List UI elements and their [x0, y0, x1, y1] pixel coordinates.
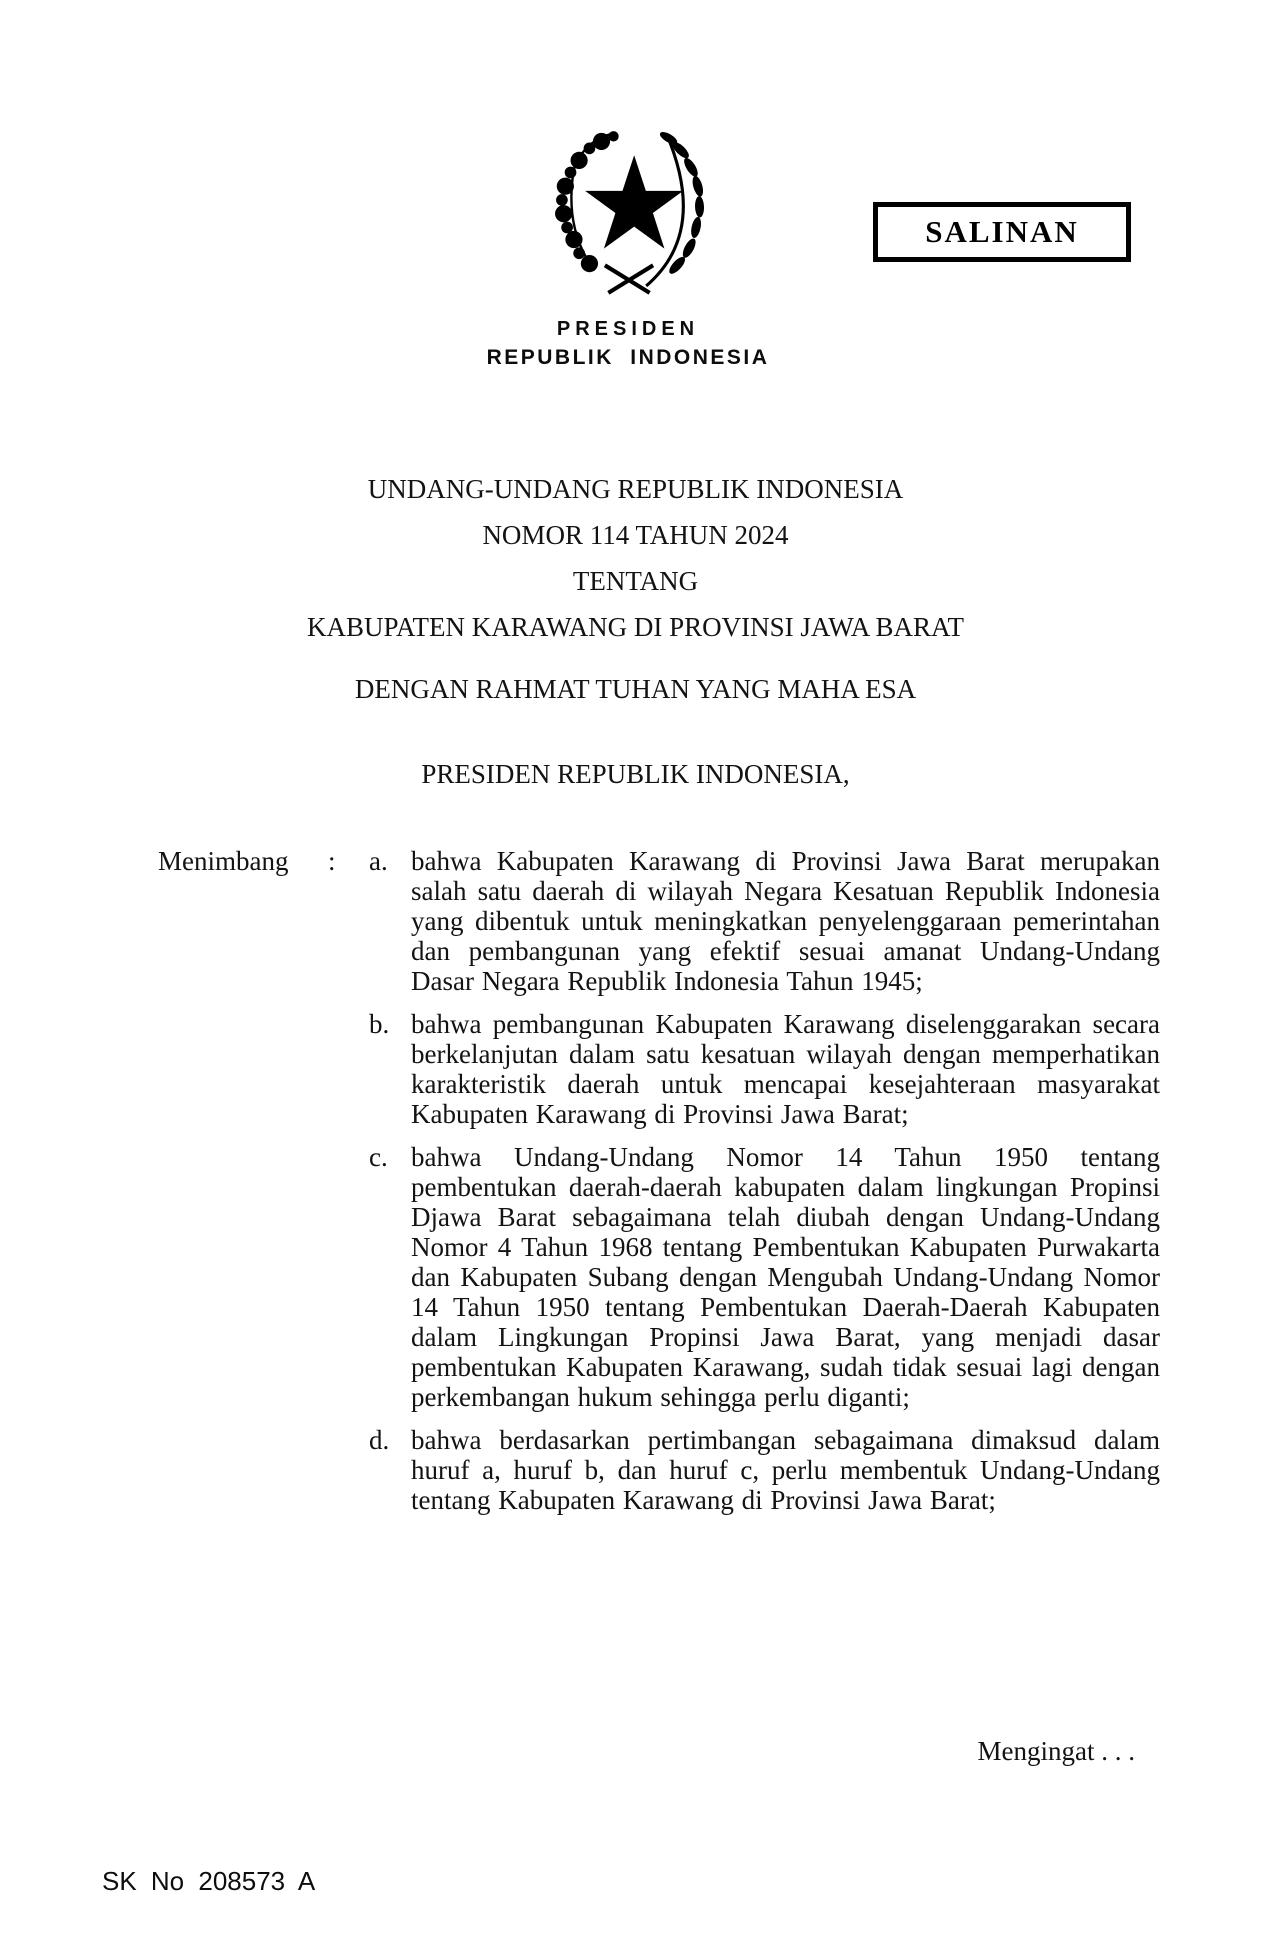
- item-text: bahwa pembangunan Kabupaten Karawang diselenggarakan secara berkelanjutan dalam satu kesatuan wilayah dengan memperhatikan karakteristik daerah untuk mencapai kesejahteraan masyarakat Kabupaten Karawang di Provinsi Jawa Barat;: [411, 1009, 1160, 1129]
- considering-item-d: [369, 1425, 1160, 1515]
- considering-label: Menimbang: [158, 846, 289, 876]
- title-line-2: NOMOR 114 TAHUN 2024: [482, 520, 789, 550]
- item-letter: d.: [369, 1425, 390, 1455]
- title-line-3: TENTANG: [572, 566, 699, 596]
- document-title: [0, 466, 1271, 650]
- item-text: bahwa berdasarkan pertimbangan sebagaimana dimaksud dalam huruf a, huruf b, dan huruf c, perlu membentuk Undang-Undang tentang Kabupaten Karawang di Provinsi Jawa Barat;: [411, 1425, 1160, 1515]
- letterhead-republik-indonesia: REPUBLIK INDONESIA: [486, 346, 770, 369]
- title-line-1: UNDANG-UNDANG REPUBLIK INDONESIA: [367, 474, 904, 504]
- title-line-4: KABUPATEN KARAWANG DI PROVINSI JAWA BARAT: [307, 612, 964, 642]
- considering-colon: :: [328, 846, 336, 876]
- star-shape: [585, 155, 683, 248]
- continuation-marker: Mengingat . . .: [977, 1736, 1135, 1766]
- issuer-line: PRESIDEN REPUBLIK INDONESIA,: [421, 759, 850, 789]
- star-wreath-emblem-icon: [543, 124, 715, 300]
- considering-item-a: [369, 846, 1160, 996]
- considering-section: [158, 846, 1160, 1528]
- considering-item-b: [369, 1009, 1160, 1129]
- item-letter: b.: [369, 1009, 390, 1039]
- salinan-stamp: SALINAN: [873, 202, 1131, 262]
- item-letter: c.: [369, 1142, 388, 1172]
- considering-item-c: [369, 1142, 1160, 1412]
- item-text: bahwa Undang-Undang Nomor 14 Tahun 1950 tentang pembentukan daerah-daerah kabupaten dalam lingkungan Propinsi Djawa Barat sebagaimana telah diubah dengan Undang-Undang Nomor 4 Tahun 1968 tentang Pembentukan Kabupaten Purwakarta dan Kabupaten Subang dengan Mengubah Undang-Undang Nomor 14 Tahun 1950 tentang Pembentukan Daerah-Daerah Kabupaten dalam Lingkungan Propinsi Jawa Barat, yang menjadi dasar pembentukan Kabupaten Karawang, sudah tidak sesuai lagi dengan perkembangan hukum sehingga perlu diganti;: [411, 1142, 1160, 1412]
- considering-items: [369, 846, 1160, 1515]
- item-text: bahwa Kabupaten Karawang di Provinsi Jawa Barat merupakan salah satu daerah di wilayah Negara Kesatuan Republik Indonesia yang dibentuk untuk meningkatkan penyelenggaraan pemerintahan dan pembangunan yang efektif sesuai amanat Undang-Undang Dasar Negara Republik Indonesia Tahun 1945;: [411, 846, 1160, 996]
- invocation-line: DENGAN RAHMAT TUHAN YANG MAHA ESA: [354, 674, 917, 704]
- letterhead-presiden: PRESIDEN: [556, 318, 700, 340]
- item-letter: a.: [369, 846, 388, 876]
- letterhead: [378, 318, 878, 370]
- sk-number: SK No 208573 A: [102, 1866, 316, 1896]
